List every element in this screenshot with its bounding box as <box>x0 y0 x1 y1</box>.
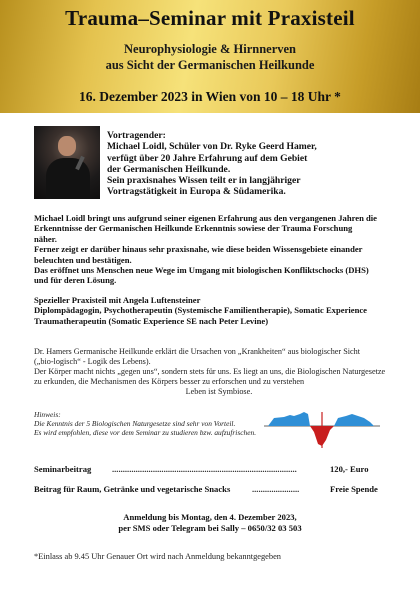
practice-paragraph <box>34 295 404 326</box>
wave-blue-phase-2 <box>334 414 374 426</box>
subtitle-line-1: Neurophysiologie & Hirnnerven <box>124 42 296 56</box>
event-date-time: 16. Dezember 2023 in Wien von 10 – 18 Uhr * <box>79 89 341 104</box>
signup-info <box>0 512 420 534</box>
hint-label: Hinweis: <box>34 410 61 419</box>
speaker-line: der Germanischen Heilkunde. <box>107 163 231 175</box>
price-dots: ...................................................................................... <box>112 464 297 474</box>
speaker-photo-head <box>58 136 76 156</box>
biological-wave-graphic <box>262 404 382 450</box>
hamer-center-line: Leben ist Symbiose. <box>185 387 253 396</box>
price-label: Seminarbeitrag <box>34 464 92 474</box>
price-dots: ...................... <box>252 484 300 494</box>
description-line: beleuchten und bestätigen. <box>34 254 132 265</box>
price-value: Freie Spende <box>330 484 378 494</box>
hamer-line: zu erkunden, die Mechanismen des Körpers besser zu erforschen und zu verstehen <box>34 377 305 386</box>
subtitle-line-2: aus Sicht der Germanischen Heilkunde <box>105 58 315 72</box>
hint-line: Die Kenntnis der 5 Biologischen Naturgesetze sind sehr von Vorteil. <box>34 419 236 429</box>
speaker-line: Vortragstätigkeit in Europa & Südamerika. <box>107 186 286 198</box>
hamer-paragraph <box>34 347 404 397</box>
price-label: Beitrag für Raum, Getränke und vegetarische Snacks <box>34 484 231 494</box>
description-line: und für deren Lösung. <box>34 275 117 286</box>
description-line: Erkenntnisse der Germanischen Heilkunde Erkenntnis sowiese der Trauma Forschung <box>34 223 353 234</box>
gold-header-banner <box>0 0 420 113</box>
hint-line: Es wird empfohlen, diese vor dem Seminar zu studieren bzw. aufzufrischen. <box>34 428 257 438</box>
speaker-line: Michael Loidl, Schüler von Dr. Ryke Geerd Hamer, <box>107 141 317 153</box>
signup-line-1: Anmeldung bis Montag, den 4. Dezember 2023, <box>123 512 297 522</box>
speaker-photo <box>34 126 100 199</box>
speaker-info <box>107 130 407 198</box>
practice-line: Diplompädagogin, Psychotherapeutin (Systemische Familientherapie), Somatic Experience <box>34 305 367 316</box>
footer-note: *Einlass ab 9.45 Uhr Genauer Ort wird nach Anmeldung bekanntgegeben <box>34 552 281 561</box>
hint-note <box>34 410 264 438</box>
speaker-line: Sein praxisnahes Wissen teilt er in langjähriger <box>107 175 301 187</box>
description-line: Ferner zeigt er darüber hinaus sehr praxisnahe, wie diese beiden Wissensgebiete einander <box>34 244 363 255</box>
speaker-photo-body <box>46 158 90 199</box>
description-paragraph <box>34 213 404 286</box>
page-title: Trauma–Seminar mit Praxisteil <box>65 6 355 30</box>
hamer-line: Der Körper macht nichts „gegen uns“, sondern stets für uns. Es liegt an uns, die Biologischen Naturgesetze <box>34 367 386 376</box>
hamer-line: Dr. Hamers Germanische Heilkunde erklärt die Ursachen von „Krankheiten“ aus biologischer Sicht <box>34 347 361 356</box>
description-line: Michael Loidl bringt uns aufgrund seiner eigenen Erfahrung aus den vergangenen Jahren die <box>34 213 377 223</box>
price-value: 120,- Euro <box>330 464 369 474</box>
description-line: näher. <box>34 233 57 244</box>
description-line: Das eröffnet uns Menschen neue Wege im Umgang mit biologischen Konfliktschocks (DHS) <box>34 265 369 276</box>
speaker-line: verfügt über 20 Jahre Erfahrung auf dem Gebiet <box>107 152 308 164</box>
signup-line-2: per SMS oder Telegram bei Sally – 0650/32 03 503 <box>118 523 302 533</box>
practice-heading: Spezieller Praxisteil mit Angela Luftensteiner <box>34 295 201 305</box>
speaker-label: Vortragender: <box>107 130 166 141</box>
wave-blue-phase-1 <box>268 412 310 426</box>
hamer-line: („bio-logisch“ - Logik des Lebens). <box>34 357 151 366</box>
practice-line: Traumatherapeutin (Somatic Experience SE nach Peter Levine) <box>34 315 269 326</box>
